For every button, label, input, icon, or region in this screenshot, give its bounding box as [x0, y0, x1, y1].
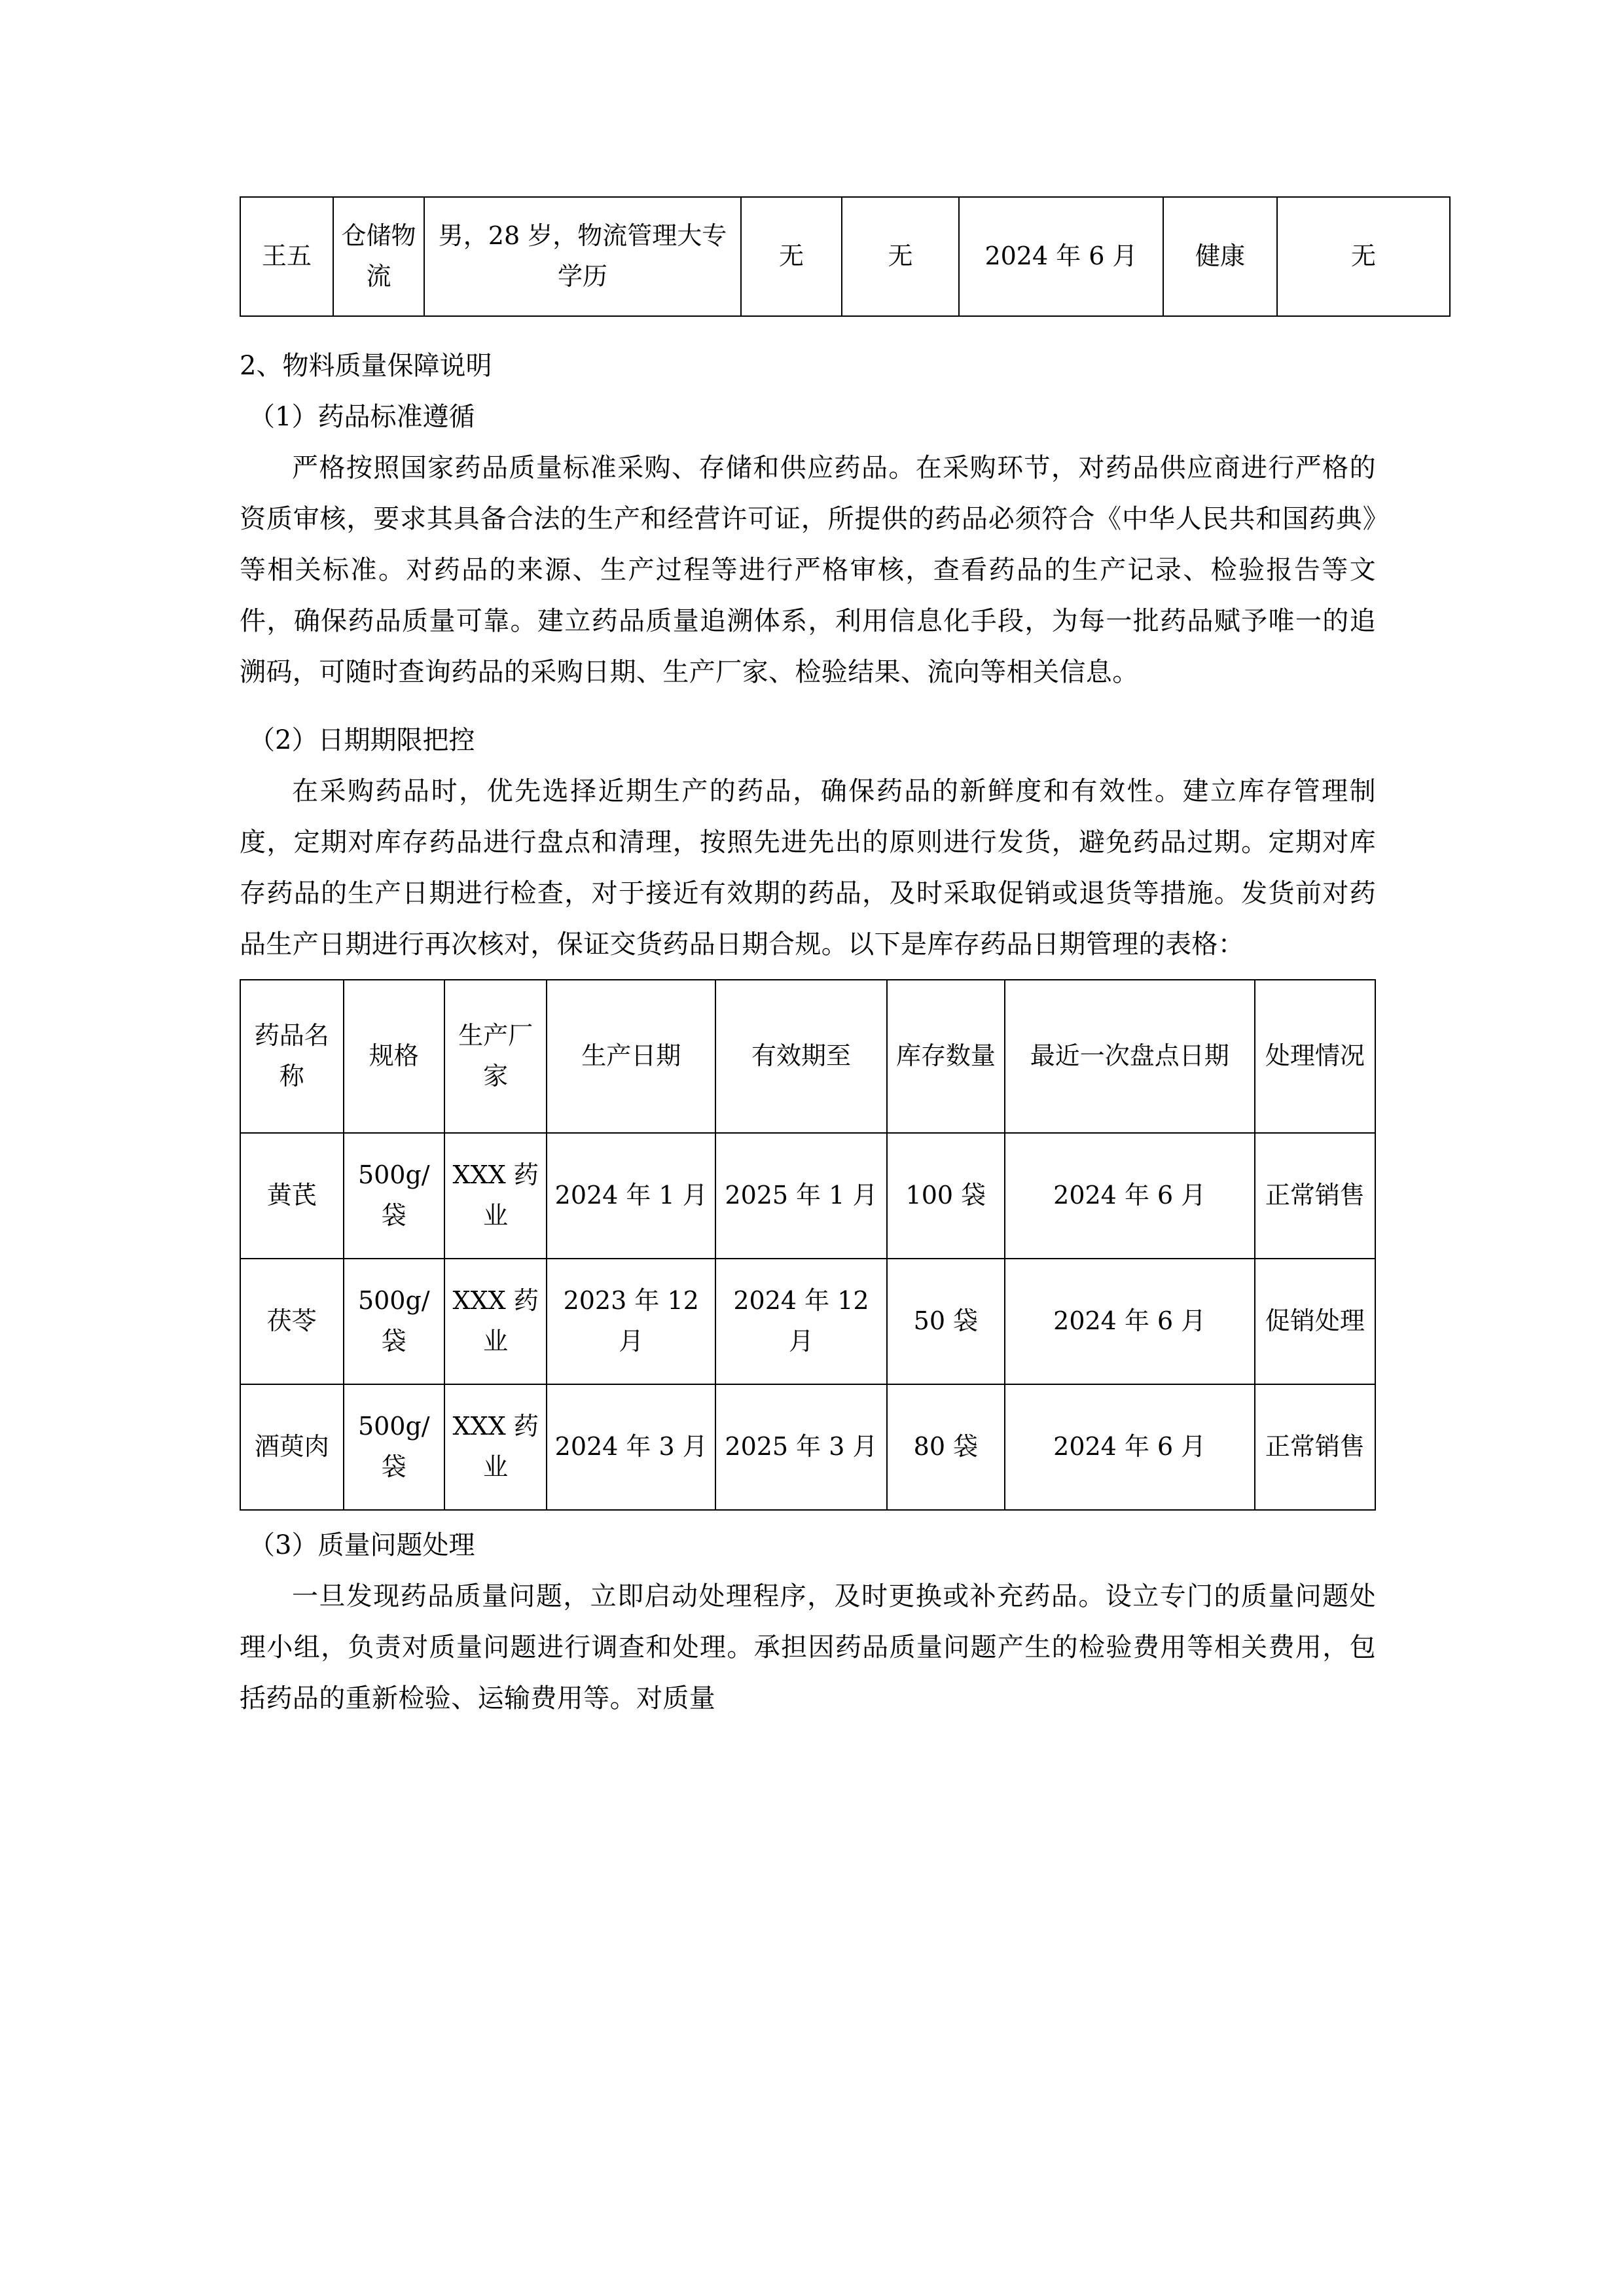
cell-health: 健康 — [1163, 197, 1277, 316]
cell-last-count-date: 2024 年 6 月 — [1005, 1259, 1255, 1384]
cell-production-date: 2024 年 3 月 — [547, 1384, 715, 1510]
cell-spec: 500g/袋 — [344, 1133, 444, 1259]
cell-field-8: 无 — [1277, 197, 1450, 316]
cell-drug-name: 茯苓 — [240, 1259, 344, 1384]
col-header-spec: 规格 — [344, 980, 444, 1133]
personnel-table — [240, 196, 1451, 317]
cell-profile: 男，28 岁，物流管理大专学历 — [424, 197, 741, 316]
cell-stock-qty: 50 袋 — [887, 1259, 1005, 1384]
cell-spec: 500g/袋 — [344, 1384, 444, 1510]
col-header-last-count-date: 最近一次盘点日期 — [1005, 980, 1255, 1133]
table-row — [240, 1259, 1375, 1384]
cell-expiry-date: 2025 年 1 月 — [715, 1133, 887, 1259]
subsection-heading-1: （1）药品标准遵循 — [249, 402, 475, 432]
col-header-drug-name: 药品名称 — [240, 980, 344, 1133]
cell-expiry-date: 2025 年 3 月 — [715, 1384, 887, 1510]
cell-production-date: 2024 年 1 月 — [547, 1133, 715, 1259]
cell-manufacturer: XXX 药业 — [444, 1384, 547, 1510]
cell-date: 2024 年 6 月 — [959, 197, 1163, 316]
col-header-stock-qty: 库存数量 — [887, 980, 1005, 1133]
cell-stock-qty: 80 袋 — [887, 1384, 1005, 1510]
cell-spec: 500g/袋 — [344, 1259, 444, 1384]
cell-department: 仓储物流 — [333, 197, 424, 316]
section-heading-2: 2、物料质量保障说明 — [240, 351, 492, 381]
subsection-heading-3: （3）质量问题处理 — [249, 1530, 475, 1560]
cell-handling: 正常销售 — [1255, 1133, 1375, 1259]
table-header-row — [240, 980, 1375, 1133]
cell-last-count-date: 2024 年 6 月 — [1005, 1384, 1255, 1510]
table-row — [240, 1133, 1375, 1259]
paragraph-quality-issues: 一旦发现药品质量问题，立即启动处理程序，及时更换或补充药品。设立专门的质量问题处理小组，负责对质量问题进行调查和处理。承担因药品质量问题产生的检验费用等相关费用，包括药品的重新检验、运输费用等。对质量 — [240, 1581, 1376, 1713]
paragraph-date-control: 在采购药品时，优先选择近期生产的药品，确保药品的新鲜度和有效性。建立库存管理制度，定期对库存药品进行盘点和清理，按照先进先出的原则进行发货，避免药品过期。定期对库存药品的生产日期进行检查，对于接近有效期的药品，及时采取促销或退货等措施。发货前对药品生产日期进行再次核对，保证交货药品日期合规。以下是库存药品日期管理的表格： — [240, 776, 1376, 960]
cell-handling: 促销处理 — [1255, 1259, 1375, 1384]
table-row — [240, 1384, 1375, 1510]
col-header-handling: 处理情况 — [1255, 980, 1375, 1133]
cell-manufacturer: XXX 药业 — [444, 1133, 547, 1259]
cell-drug-name: 酒萸肉 — [240, 1384, 344, 1510]
cell-name: 王五 — [240, 197, 333, 316]
subsection-heading-2: （2）日期期限把控 — [249, 725, 475, 755]
cell-expiry-date: 2024 年 12 月 — [715, 1259, 887, 1384]
inventory-table — [240, 979, 1376, 1511]
col-header-production-date: 生产日期 — [547, 980, 715, 1133]
document-body — [240, 340, 1376, 1724]
col-header-expiry-date: 有效期至 — [715, 980, 887, 1133]
col-header-manufacturer: 生产厂家 — [444, 980, 547, 1133]
cell-last-count-date: 2024 年 6 月 — [1005, 1133, 1255, 1259]
cell-drug-name: 黄芪 — [240, 1133, 344, 1259]
cell-handling: 正常销售 — [1255, 1384, 1375, 1510]
cell-field-4: 无 — [741, 197, 842, 316]
paragraph-drug-standards: 严格按照国家药品质量标准采购、存储和供应药品。在采购环节，对药品供应商进行严格的资质审核，要求其具备合法的生产和经营许可证，所提供的药品必须符合《中华人民共和国药典》等相关标准。对药品的来源、生产过程等进行严格审核，查看药品的生产记录、检验报告等文件，确保药品质量可靠。建立药品质量追溯体系，利用信息化手段，为每一批药品赋予唯一的追溯码，可随时查询药品的采购日期、生产厂家、检验结果、流向等相关信息。 — [240, 453, 1376, 687]
cell-production-date: 2023 年 12 月 — [547, 1259, 715, 1384]
table-row — [240, 197, 1450, 316]
cell-manufacturer: XXX 药业 — [444, 1259, 547, 1384]
cell-field-5: 无 — [842, 197, 959, 316]
personnel-table-continued — [240, 196, 1451, 317]
cell-stock-qty: 100 袋 — [887, 1133, 1005, 1259]
